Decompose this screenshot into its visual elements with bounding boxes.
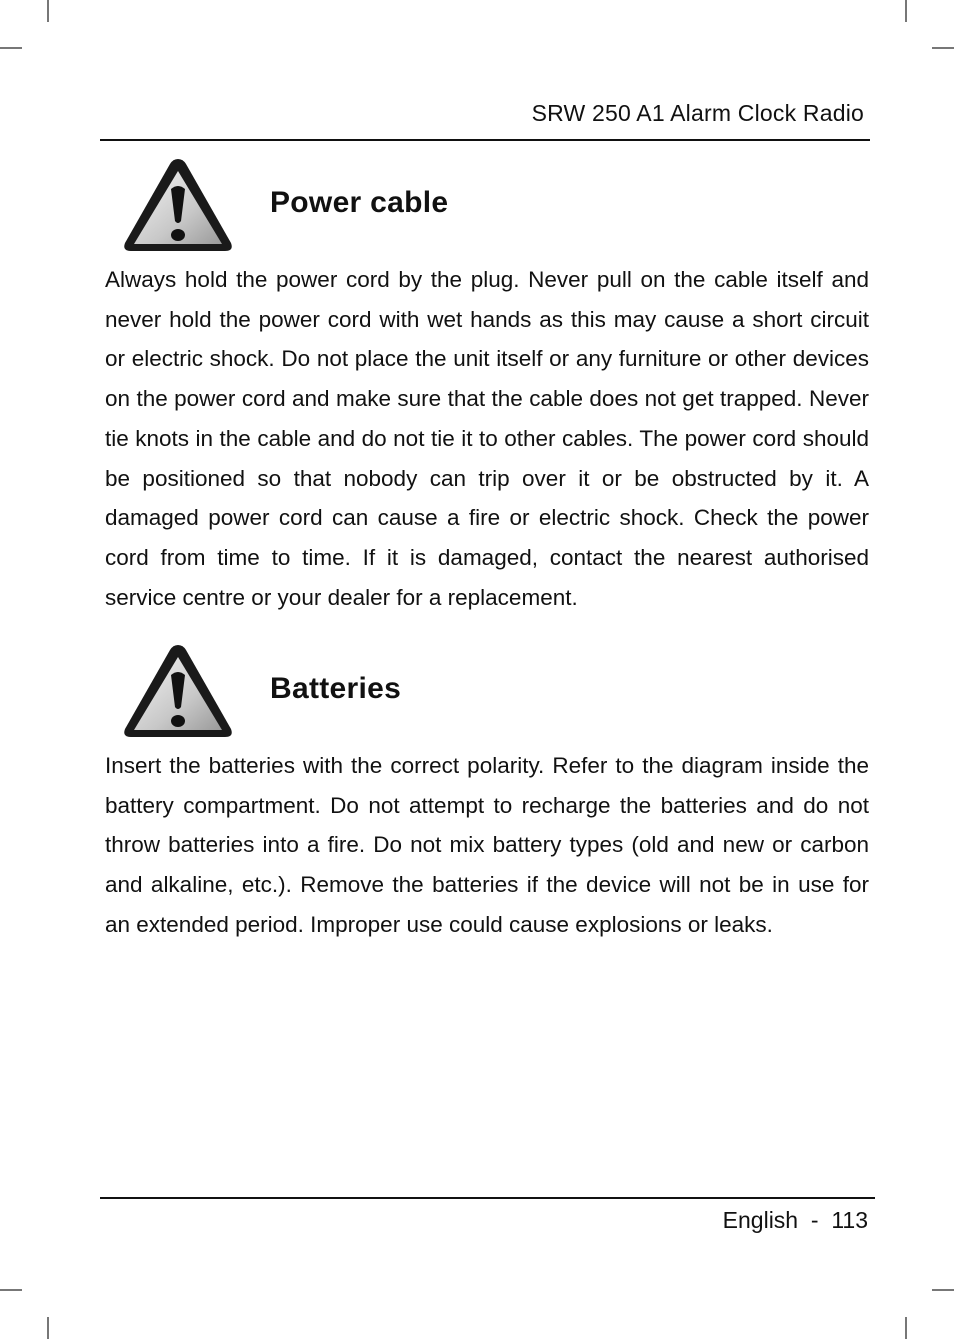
section-body: Insert the batteries with the correct polarity. Refer to the diagram inside the battery compartment. Do not attempt to recharge the batteries and do not throw batteries into a fire. Do not mix battery types (old and new or carbon and alkaline, etc.). Remove the batteries if the device will not be in use for an extended period. Improper use could cause explosions or leaks. xyxy=(105,753,869,937)
crop-mark xyxy=(0,47,22,49)
footer-rule xyxy=(100,1197,875,1199)
crop-mark xyxy=(932,1289,954,1291)
footer-separator: - xyxy=(810,1207,819,1233)
page-footer xyxy=(723,1207,868,1234)
crop-mark xyxy=(932,47,954,49)
warning-triangle-icon xyxy=(121,641,235,741)
crop-mark xyxy=(47,0,49,22)
header-rule xyxy=(100,139,870,141)
section-heading: Power cable xyxy=(270,186,449,219)
crop-mark xyxy=(0,1289,22,1291)
page-number: 113 xyxy=(831,1207,868,1233)
footer-language: English xyxy=(722,1207,799,1233)
running-header: SRW 250 A1 Alarm Clock Radio xyxy=(531,100,864,126)
warning-triangle-icon xyxy=(121,155,235,255)
crop-mark xyxy=(47,1317,49,1339)
crop-mark xyxy=(905,0,907,22)
section-heading: Batteries xyxy=(270,672,402,705)
crop-mark xyxy=(905,1317,907,1339)
section-body: Always hold the power cord by the plug. Never pull on the cable itself and never hold the power cord with wet hands as this may cause a short circuit or electric shock. Do not place the unit itself or any furniture or other devices on the power cord and make sure that the cable does not get trapped. Never tie knots in the cable and do not tie it to other cables. The power cord should be positioned so that nobody can trip over it or be obstructed by it. A damaged power cord can cause a fire or electric shock. Check the power cord from time to time. If it is damaged, contact the nearest authorised service centre or your dealer for a replacement. xyxy=(105,267,869,610)
